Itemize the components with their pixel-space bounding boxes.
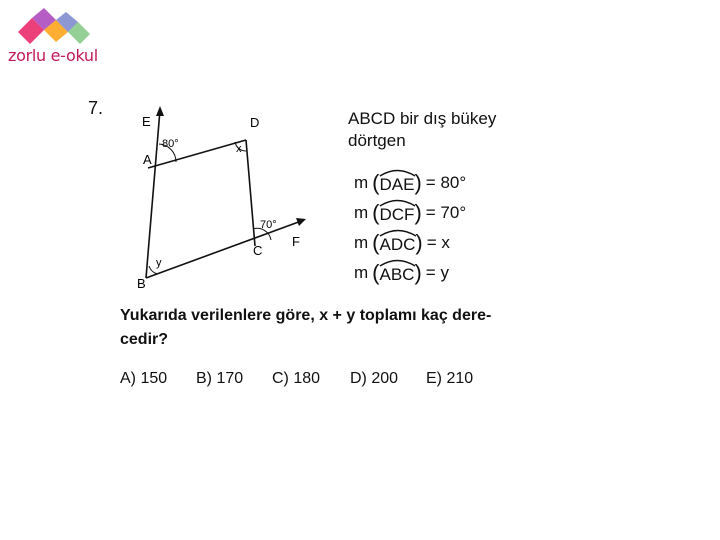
equation-rhs: = 70° [425, 203, 467, 222]
given-statement [348, 108, 496, 152]
zorlu-eokul-logo [4, 4, 100, 64]
option-b[interactable]: B) 170 [196, 370, 244, 387]
measure-prefix: m [354, 203, 369, 222]
label-c: C [253, 243, 263, 258]
label-d: D [250, 115, 260, 130]
equation-row: m ( ABC) = y [354, 258, 466, 288]
angle-name: ADC [379, 234, 416, 254]
label-b: B [137, 276, 146, 290]
label-f: F [292, 234, 300, 249]
logo-text: zorlu e-okul [8, 46, 98, 65]
equation-row: m ( ADC) = x [354, 228, 466, 258]
ray-bf [146, 220, 304, 278]
logo-mark [4, 4, 100, 48]
arrow-e [156, 106, 164, 116]
arrow-f [296, 218, 306, 226]
given-line-1: ABCD bir dış bükey [348, 109, 497, 128]
arc-symbol [378, 227, 418, 237]
angle-label-dcf: 70° [260, 219, 277, 231]
arc-symbol [378, 167, 417, 177]
equation-row: m ( DAE) = 80° [354, 168, 466, 198]
question-text [120, 304, 540, 352]
given-line-2: dörtgen [348, 131, 406, 150]
option-e[interactable]: E) 210 [426, 370, 474, 387]
option-c[interactable]: C) 180 [272, 370, 321, 387]
measure-prefix: m [354, 173, 369, 192]
equation-rhs: = 80° [425, 173, 467, 192]
angle-label-dae: 80° [162, 138, 179, 150]
question-line-2: cedir? [120, 331, 169, 348]
option-a[interactable]: A) 150 [120, 370, 168, 387]
measure-prefix: m [354, 233, 369, 252]
arc-symbol [378, 257, 417, 267]
measure-prefix: m [354, 263, 369, 282]
angle-label-x: x [236, 143, 242, 155]
quadrilateral-figure [128, 100, 328, 290]
question-number: 7. [88, 98, 104, 118]
question-line-1: Yukarıda verilenlere göre, x + y toplamı kaç dere- [120, 307, 492, 324]
angle-name: DCF [379, 204, 415, 224]
angle-name: ABC [379, 264, 415, 284]
angle-equations [354, 168, 466, 288]
angle-name: DAE [379, 174, 415, 194]
equation-rhs: = y [425, 263, 449, 282]
ray-be [146, 110, 160, 278]
option-d[interactable]: D) 200 [350, 370, 399, 387]
equation-rhs: = x [426, 233, 450, 252]
angle-label-y: y [156, 257, 162, 269]
label-e: E [142, 114, 151, 129]
arc-symbol [378, 197, 417, 207]
side-dc [246, 140, 255, 246]
label-a: A [143, 152, 152, 167]
equation-row: m ( DCF) = 70° [354, 198, 466, 228]
